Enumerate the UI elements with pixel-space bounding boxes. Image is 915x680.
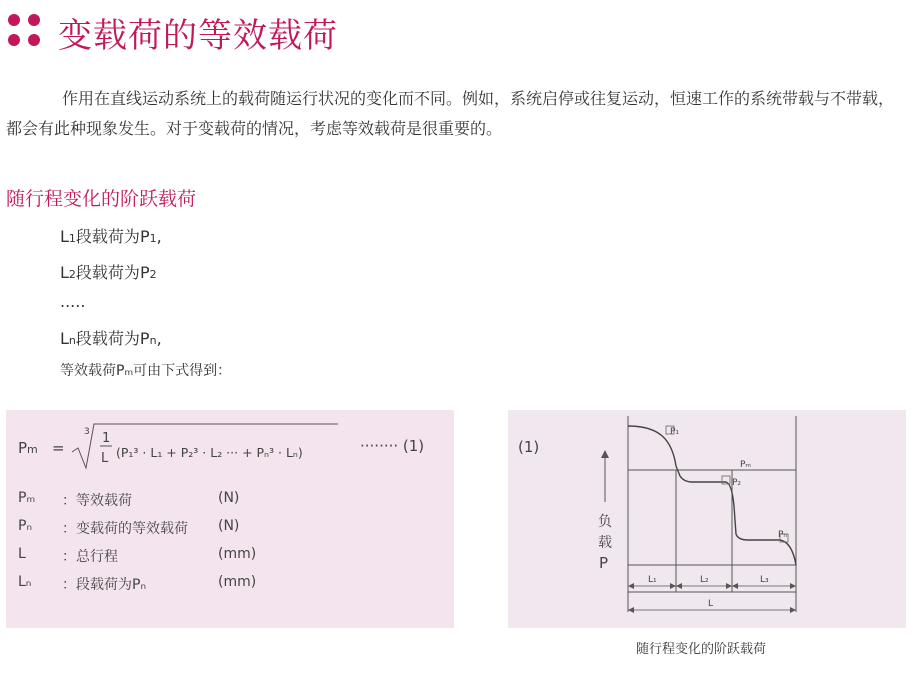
def-symbol: Pₘ [18, 490, 36, 506]
p2-label: P₂ [732, 478, 742, 488]
def-desc: ：等效载荷 [62, 493, 132, 509]
load-diagram-box [508, 410, 906, 628]
def-unit: (mm) [218, 574, 257, 590]
fraction-denominator: L [101, 451, 109, 466]
def-desc: ：变载荷的等效载荷 [62, 521, 188, 537]
line-l1: L1段载荷为P1, [60, 227, 162, 246]
line-ln: Ln段载荷为Pn, [60, 329, 162, 348]
line-l2: L2段载荷为P2 [60, 263, 157, 282]
pm-label: Pₘ [740, 460, 752, 470]
root-index: 3 [84, 427, 90, 437]
formula-box [6, 410, 454, 628]
l1-label: L₁ [648, 575, 657, 585]
formula-equals: = [52, 439, 65, 457]
def-unit: (mm) [218, 546, 257, 562]
l3-label: L₃ [760, 575, 769, 585]
def-symbol: Pₙ [18, 518, 33, 534]
def-unit: (N) [218, 490, 240, 506]
radical-sign [70, 422, 340, 470]
formula-body: (P₁³ · L₁ + P₂³ · L₂ ··· + Pₙ³ · Lₙ) [116, 445, 303, 460]
load-curve [628, 426, 796, 565]
title-dots-icon [8, 14, 48, 54]
formula-lhs: Pm [18, 439, 38, 457]
diagram-caption: 随行程变化的阶跃载荷 [636, 642, 767, 657]
formula-number: ········ (1) [360, 437, 425, 455]
fraction-numerator: 1 [102, 431, 111, 446]
step-load-diagram [508, 410, 906, 628]
ylabel-char: P [599, 554, 609, 572]
def-unit: (N) [218, 518, 240, 534]
line-dots: ..... [60, 292, 86, 311]
p1-label: P₁ [670, 427, 680, 437]
page-title: 变载荷的等效载荷 [58, 16, 338, 56]
def-symbol: L [18, 546, 26, 562]
def-symbol: Lₙ [18, 574, 32, 590]
section-title: 随行程变化的阶跃载荷 [6, 188, 197, 210]
pn-label: Pₙ [778, 530, 788, 540]
diagram-label: (1) [518, 438, 540, 456]
formula-intro: 等效载荷Pₘ可由下式得到： [60, 363, 232, 379]
def-desc: ：总行程 [62, 549, 118, 565]
l2-label: L₂ [700, 575, 709, 585]
total-length-label: L [708, 599, 714, 609]
ylabel-char: 负 [598, 514, 612, 530]
intro-paragraph: 作用在直线运动系统上的载荷随运行状况的变化而不同。例如，系统启停或往复运动，恒速工作的系统带载与不带载，都会有此种现象发生。对于变载荷的情况，考虑等效载荷是很重要的。 [6, 89, 895, 138]
ylabel-char: 载 [598, 535, 612, 551]
def-desc: ：段载荷为Pₙ [62, 577, 147, 593]
